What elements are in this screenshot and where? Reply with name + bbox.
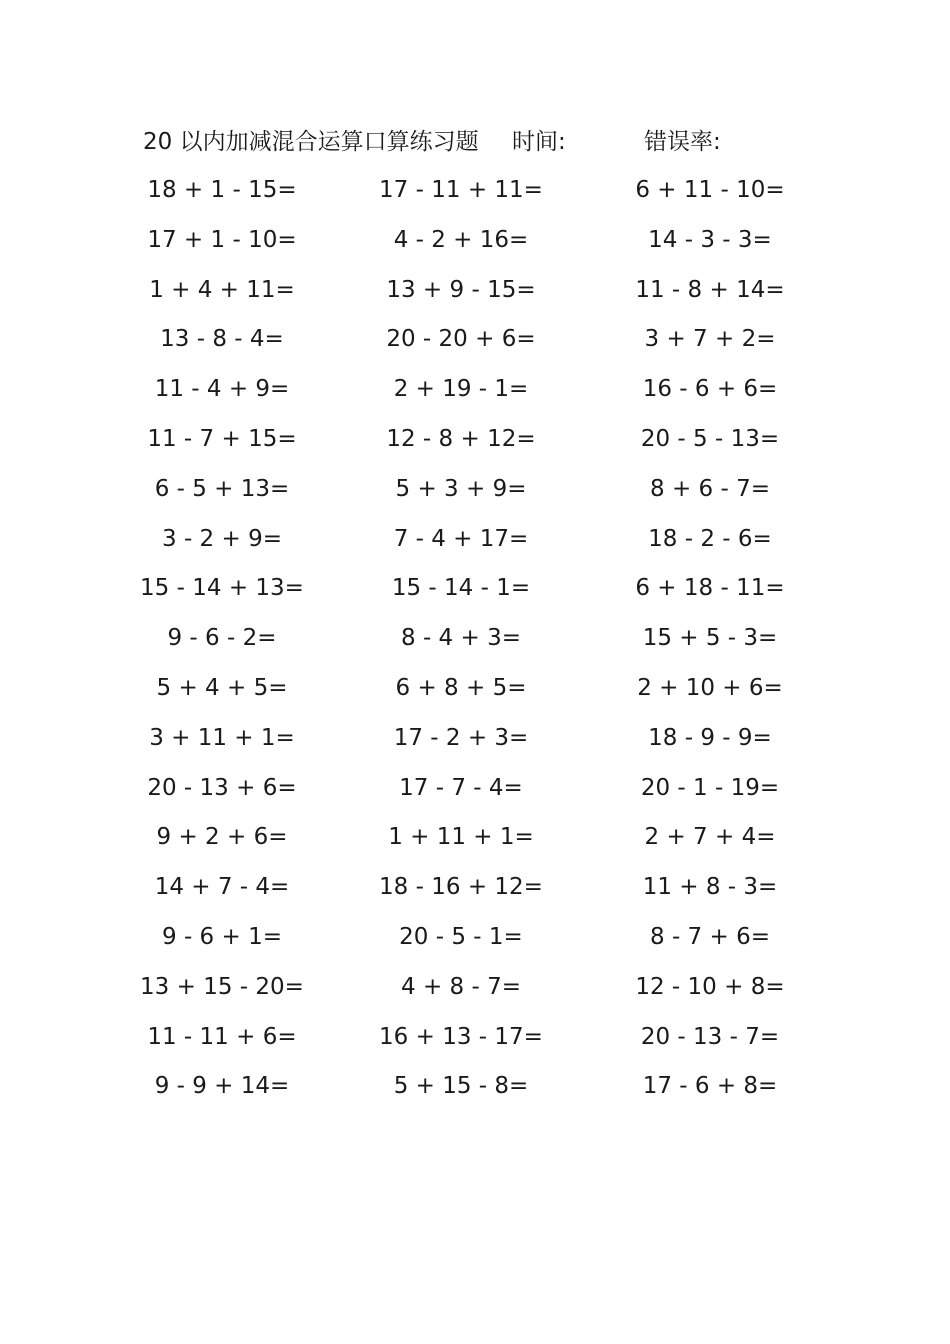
problem-row — [0, 465, 950, 515]
problem-cell: 11 - 8 + 14= — [635, 276, 785, 303]
problem-cell: 2 + 7 + 4= — [644, 824, 776, 851]
problem-cell: 20 - 20 + 6= — [386, 326, 536, 353]
problem-row — [0, 913, 950, 963]
problem-row — [0, 764, 950, 814]
problem-row — [0, 564, 950, 614]
problem-cell: 16 + 13 - 17= — [379, 1023, 543, 1050]
problem-cell: 5 + 3 + 9= — [395, 475, 527, 502]
problem-cell: 18 - 9 - 9= — [648, 724, 772, 751]
problem-cell: 1 + 11 + 1= — [388, 824, 534, 851]
problem-cell: 17 - 11 + 11= — [379, 177, 543, 203]
problem-cell: 11 - 4 + 9= — [154, 376, 290, 403]
problem-cell: 2 + 19 - 1= — [393, 376, 529, 403]
problem-cell: 20 - 13 + 6= — [147, 774, 297, 801]
problem-cell: 4 - 2 + 16= — [393, 226, 529, 253]
problem-cell: 15 - 14 - 1= — [391, 575, 531, 602]
problem-row — [0, 216, 950, 266]
problem-cell: 3 - 2 + 9= — [162, 525, 282, 552]
problem-cell: 18 - 2 - 6= — [648, 525, 772, 552]
problem-row — [0, 1062, 950, 1112]
problem-cell: 6 + 18 - 11= — [635, 575, 785, 602]
problem-cell: 13 + 15 - 20= — [140, 973, 304, 1000]
problem-cell: 9 - 6 + 1= — [162, 923, 282, 950]
problem-row — [0, 266, 950, 316]
problem-row — [0, 166, 950, 216]
problem-cell: 8 - 4 + 3= — [401, 625, 521, 652]
problem-cell: 9 - 9 + 14= — [154, 1073, 290, 1100]
problem-cell: 3 + 7 + 2= — [644, 326, 776, 353]
problem-cell: 8 + 6 - 7= — [650, 475, 770, 502]
problem-cell: 4 + 8 - 7= — [401, 973, 521, 1000]
problem-cell: 20 - 1 - 19= — [640, 774, 780, 801]
problem-row — [0, 963, 950, 1013]
problem-cell: 3 + 11 + 1= — [149, 724, 295, 751]
problem-row — [0, 415, 950, 465]
problem-cell: 8 - 7 + 6= — [650, 923, 770, 950]
problem-row — [0, 714, 950, 764]
problem-cell: 11 - 11 + 6= — [147, 1023, 297, 1050]
problem-cell: 20 - 13 - 7= — [640, 1023, 780, 1050]
problem-cell: 15 + 5 - 3= — [642, 625, 778, 652]
problem-cell: 13 - 8 - 4= — [160, 326, 284, 353]
problem-cell: 6 + 11 - 10= — [635, 177, 785, 203]
problem-cell: 6 + 8 + 5= — [395, 674, 527, 701]
problem-cell: 1 + 4 + 11= — [149, 276, 295, 303]
problem-row — [0, 813, 950, 863]
problem-cell: 11 - 7 + 15= — [147, 425, 297, 452]
problem-row — [0, 365, 950, 415]
problem-cell: 2 + 10 + 6= — [637, 674, 783, 701]
problem-cell: 5 + 15 - 8= — [393, 1073, 529, 1100]
problem-row — [0, 664, 950, 714]
problem-grid — [0, 166, 950, 1112]
problem-row — [0, 515, 950, 565]
problem-cell: 17 - 2 + 3= — [393, 724, 529, 751]
worksheet-header — [143, 124, 783, 160]
problem-cell: 20 - 5 - 13= — [640, 425, 780, 452]
problem-cell: 15 - 14 + 13= — [140, 575, 304, 602]
problem-cell: 14 + 7 - 4= — [154, 874, 290, 901]
problem-cell: 9 - 6 - 2= — [167, 625, 277, 652]
problem-cell: 5 + 4 + 5= — [156, 674, 288, 701]
problem-cell: 12 - 8 + 12= — [386, 425, 536, 452]
problem-cell: 6 - 5 + 13= — [154, 475, 290, 502]
problem-row — [0, 863, 950, 913]
problem-row — [0, 614, 950, 664]
problem-cell: 17 + 1 - 10= — [147, 226, 297, 253]
problem-cell: 18 - 16 + 12= — [379, 874, 543, 901]
time-label: 时间: — [512, 129, 566, 155]
problem-cell: 7 - 4 + 17= — [393, 525, 529, 552]
problem-cell: 14 - 3 - 3= — [648, 226, 772, 253]
error-rate-label: 错误率: — [644, 129, 721, 155]
problem-row — [0, 1013, 950, 1063]
problem-cell: 9 + 2 + 6= — [156, 824, 288, 851]
problem-row — [0, 315, 950, 365]
problem-cell: 20 - 5 - 1= — [399, 923, 523, 950]
problem-cell: 11 + 8 - 3= — [642, 874, 778, 901]
worksheet-title: 20 以内加减混合运算口算练习题 — [143, 129, 479, 155]
problem-cell: 13 + 9 - 15= — [386, 276, 536, 303]
problem-cell: 17 - 6 + 8= — [642, 1073, 778, 1100]
problem-cell: 12 - 10 + 8= — [635, 973, 785, 1000]
problem-cell: 16 - 6 + 6= — [642, 376, 778, 403]
problem-cell: 18 + 1 - 15= — [147, 177, 297, 203]
problem-cell: 17 - 7 - 4= — [399, 774, 523, 801]
